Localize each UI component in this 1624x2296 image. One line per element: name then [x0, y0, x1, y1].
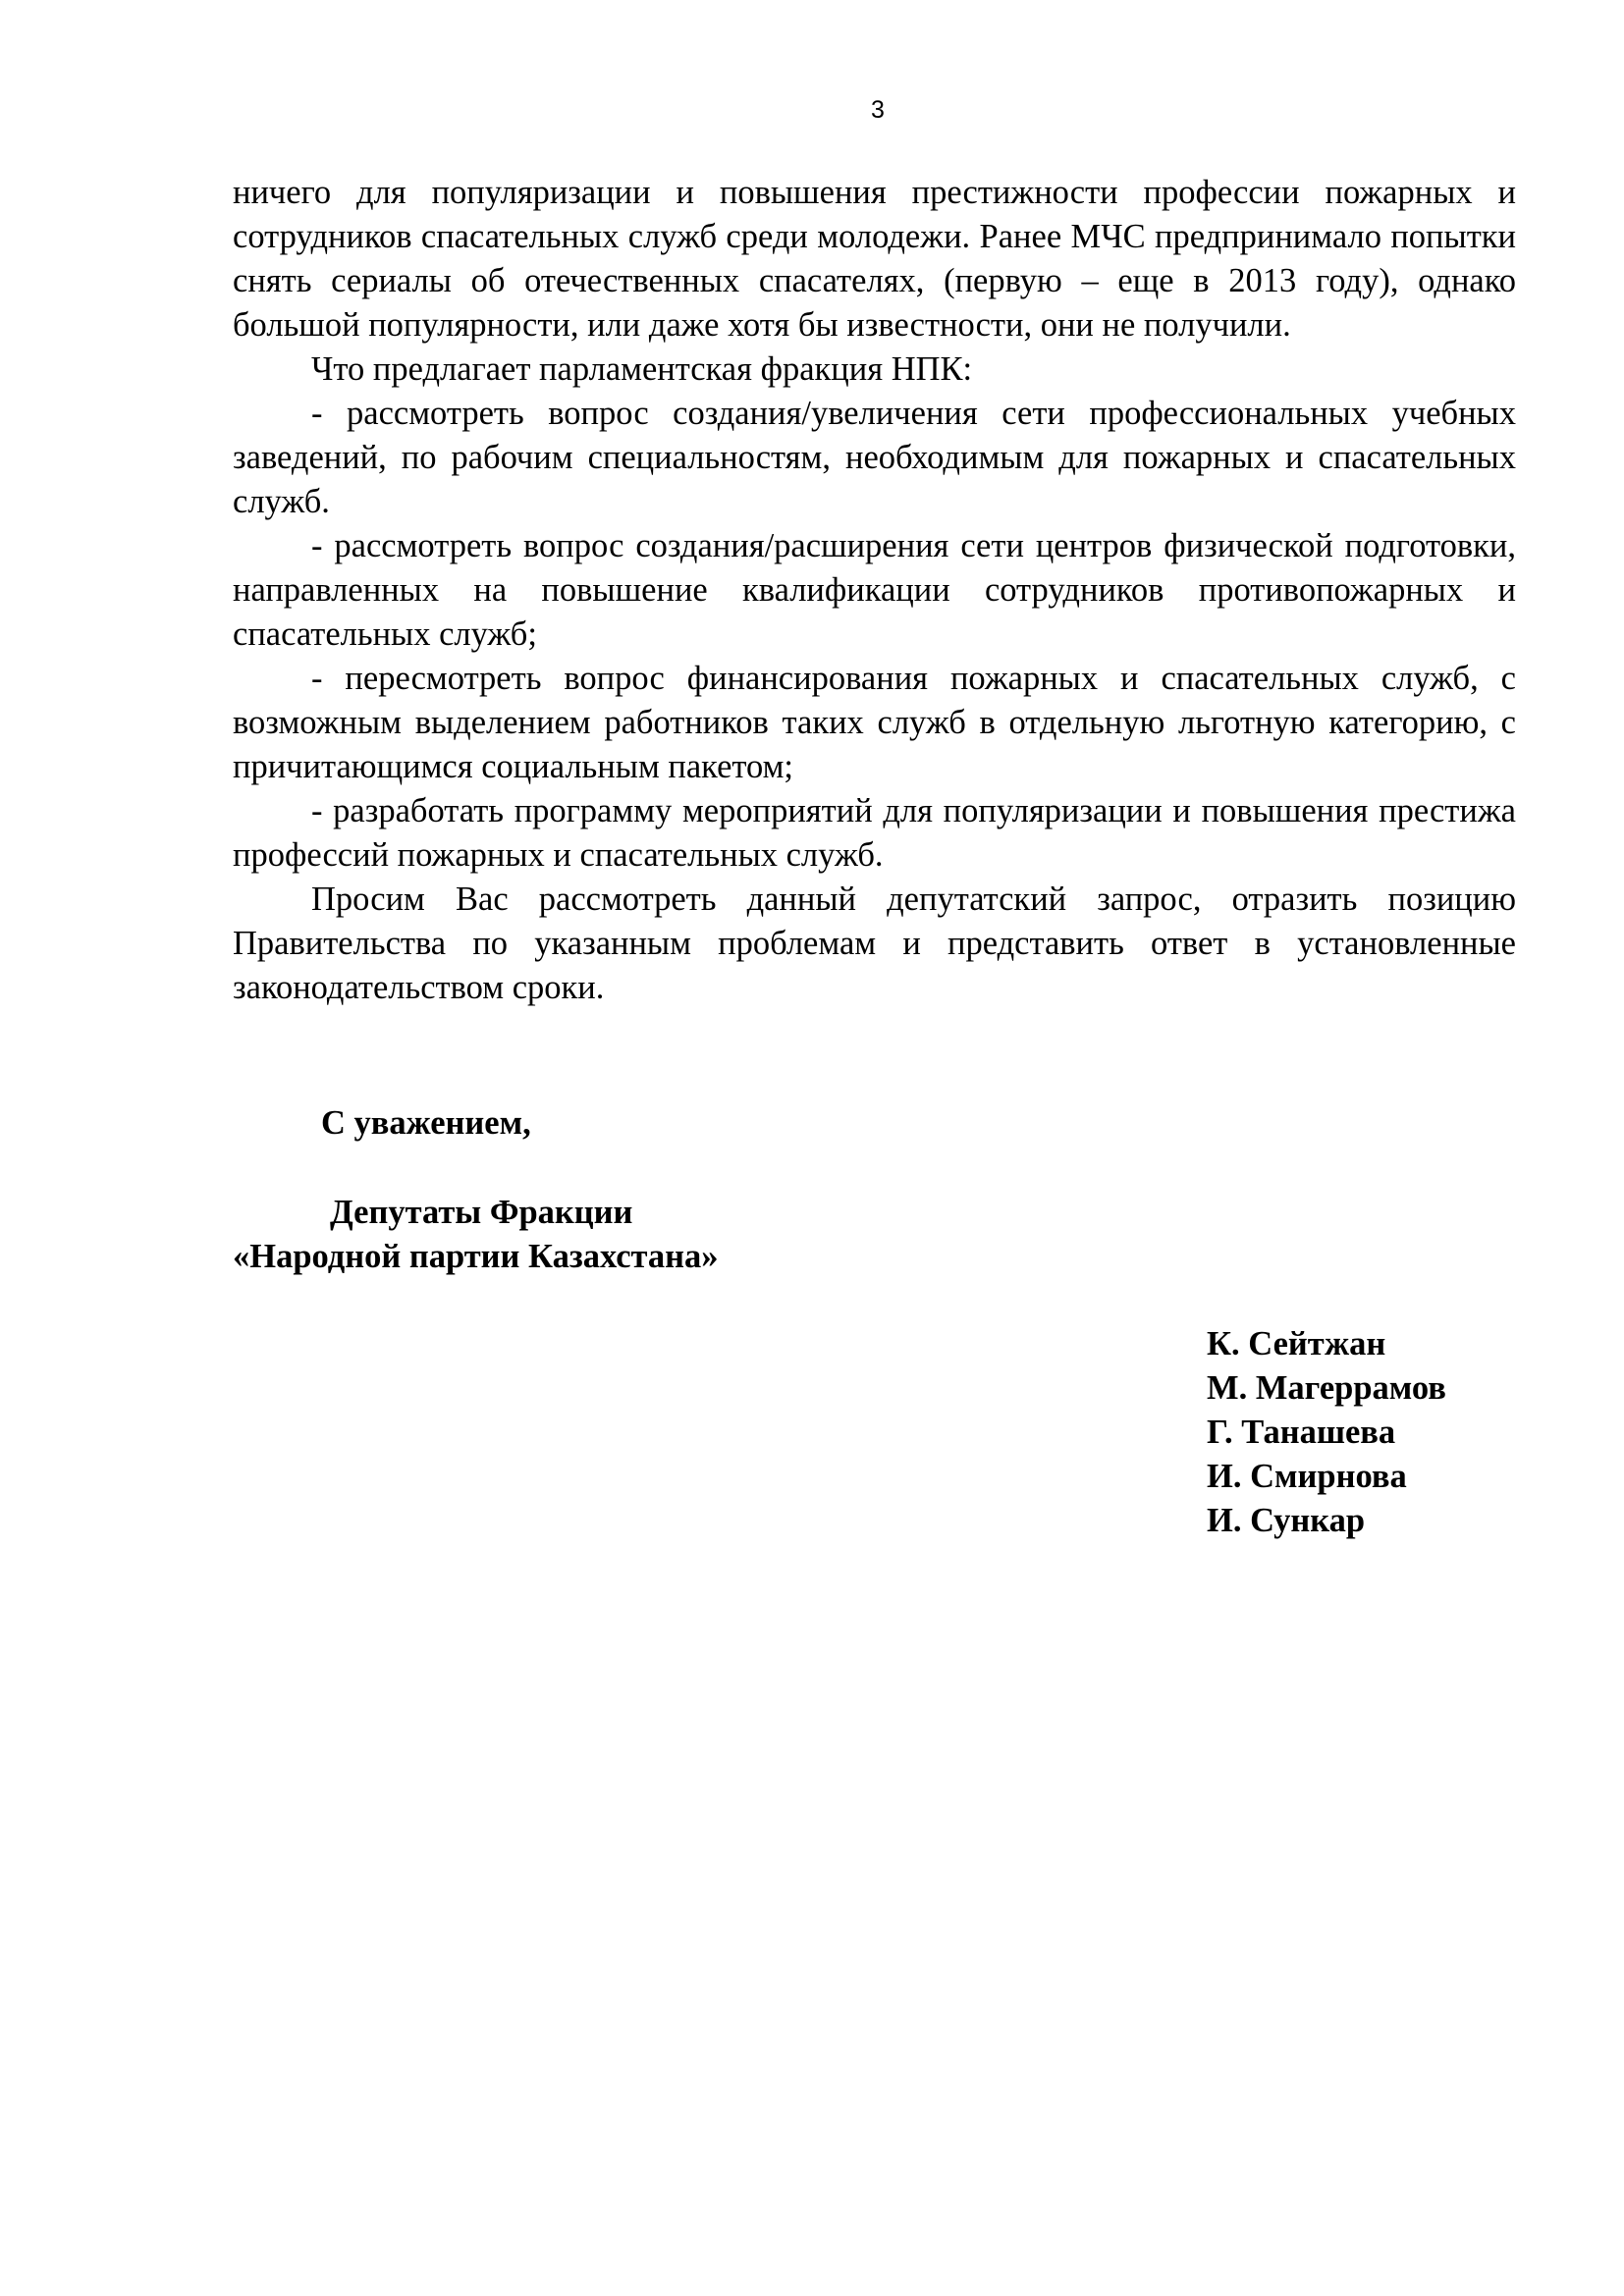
paragraph-request: Просим Вас рассмотреть данный депутатский запрос, отразить позицию Правительства по указанным проблемам и представить ответ в установленные законодательством сроки. [233, 881, 1516, 1006]
salutation: С уважением, [321, 1104, 531, 1142]
signatory-list [1207, 1322, 1446, 1543]
proposal-item: - разработать программу мероприятий для популяризации и повышения престижа профессий пожарных и спасательных служб. [233, 792, 1516, 874]
letter-body [233, 171, 1516, 1010]
proposal-item: - рассмотреть вопрос создания/увеличения сети профессиональных учебных заведений, по рабочим специальностям, необходимым для пожарных и спасательных служб. [233, 395, 1516, 520]
faction-line-2: «Народной партии Казахстана» [233, 1238, 719, 1275]
signatory-name: И. Смирнова [1207, 1458, 1407, 1495]
proposal-item: - пересмотреть вопрос финансирования пожарных и спасательных служб, с возможным выделением работников таких служб в отдельную льготную категорию, с причитающимся социальным пакетом; [233, 660, 1516, 785]
signatory-name: М. Магеррамов [1207, 1369, 1446, 1407]
signatory-name: Г. Танашева [1207, 1414, 1396, 1451]
signatory-name: К. Сейтжан [1207, 1325, 1386, 1362]
paragraph-proposals-intro: Что предлагает парламентская фракция НПК: [311, 350, 973, 388]
page-number: 3 [871, 96, 885, 124]
faction-line-1: Депутаты Фракции [330, 1194, 633, 1231]
signatory-name: И. Сункар [1207, 1502, 1366, 1539]
proposal-item: - рассмотреть вопрос создания/расширения сети центров физической подготовки, направленных на повышение квалификации сотрудников противопожарных и спасательных служб; [233, 527, 1516, 653]
paragraph-continuation: ничего для популяризации и повышения престижности профессии пожарных и сотрудников спасательных служб среди молодежи. Ранее МЧС предпринимало попытки снять сериалы об отечественных спасателях, (первую – еще в 2013 году), однако большой популярности, или даже хотя бы известности, они не получили. [233, 174, 1516, 344]
